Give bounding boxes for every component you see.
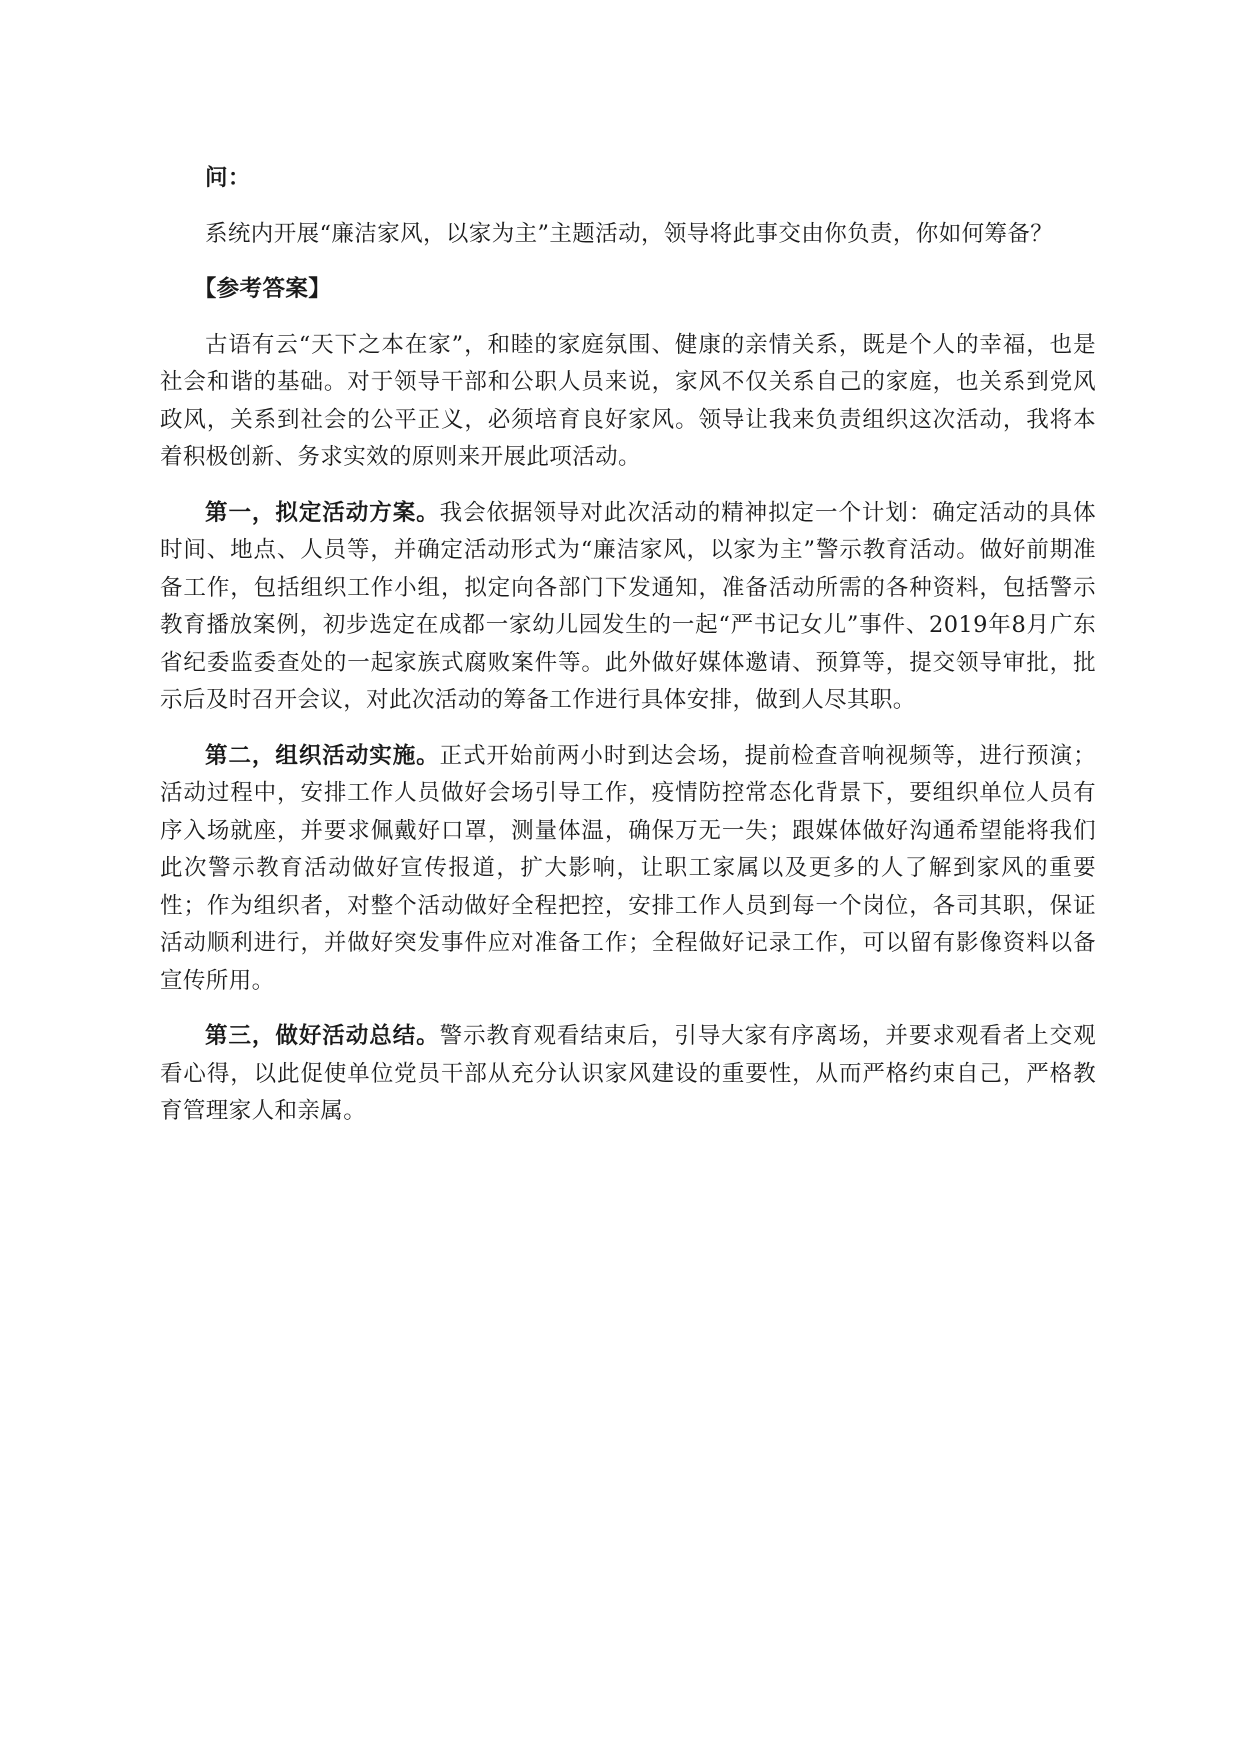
section-1-lead: 第一，拟定活动方案。	[205, 499, 440, 526]
section-3	[160, 1018, 1096, 1131]
section-1	[160, 495, 1096, 720]
section-3-lead: 第三，做好活动总结。	[205, 1023, 440, 1049]
answer-label: 【参考答案】	[193, 276, 332, 302]
section-1-text: 我会依据领导对此次活动的精神拟定一个计划：确定活动的具体时间、地点、人员等，并确定活动形式为“廉洁家风，以家为主”警示教育活动。做好前期准备工作，包括组织工作小组，拟定向各部门下发通知，准备活动所需的各种资料，包括警示教育播放案例，初步选定在成都一家幼儿园发生的一起“严书记女儿”事件、2019年8月广东省纪委监委查处的一起家族式腐败案件等。此外做好媒体邀请、预算等，提交领导审批，批示后及时召开会议，对此次活动的筹备工作进行具体安排，做到人尽其职。	[160, 499, 1096, 713]
section-2	[160, 738, 1096, 1001]
answer-intro: 古语有云“天下之本在家”，和睦的家庭氛围、健康的亲情关系，既是个人的幸福，也是社会和谐的基础。对于领导干部和公职人员来说，家风不仅关系自己的家庭，也关系到党风政风，关系到社会的公平正义，必须培育良好家风。领导让我来负责组织这次活动，我将本着积极创新、务求实效的原则来开展此项活动。	[160, 331, 1096, 470]
question-label: 问：	[205, 165, 251, 191]
document-page	[160, 160, 1096, 1149]
section-3-text: 警示教育观看结束后，引导大家有序离场，并要求观看者上交观看心得，以此促使单位党员干部从充分认识家风建设的重要性，从而严格约束自己，严格教育管理家人和亲属。	[160, 1023, 1096, 1124]
section-2-text: 正式开始前两小时到达会场，提前检查音响视频等，进行预演；活动过程中，安排工作人员做好会场引导工作，疫情防控常态化背景下，要组织单位人员有序入场就座，并要求佩戴好口罩，测量体温，确保万无一失；跟媒体做好沟通希望能将我们此次警示教育活动做好宣传报道，扩大影响，让职工家属以及更多的人了解到家风的重要性；作为组织者，对整个活动做好全程把控，安排工作人员到每一个岗位，各司其职，保证活动顺利进行，并做好突发事件应对准备工作；全程做好记录工作，可以留有影像资料以备宣传所用。	[160, 742, 1096, 994]
section-2-lead: 第二，组织活动实施。	[205, 742, 440, 769]
question-text: 系统内开展“廉洁家风，以家为主”主题活动，领导将此事交由你负责，你如何筹备？	[205, 220, 1054, 247]
